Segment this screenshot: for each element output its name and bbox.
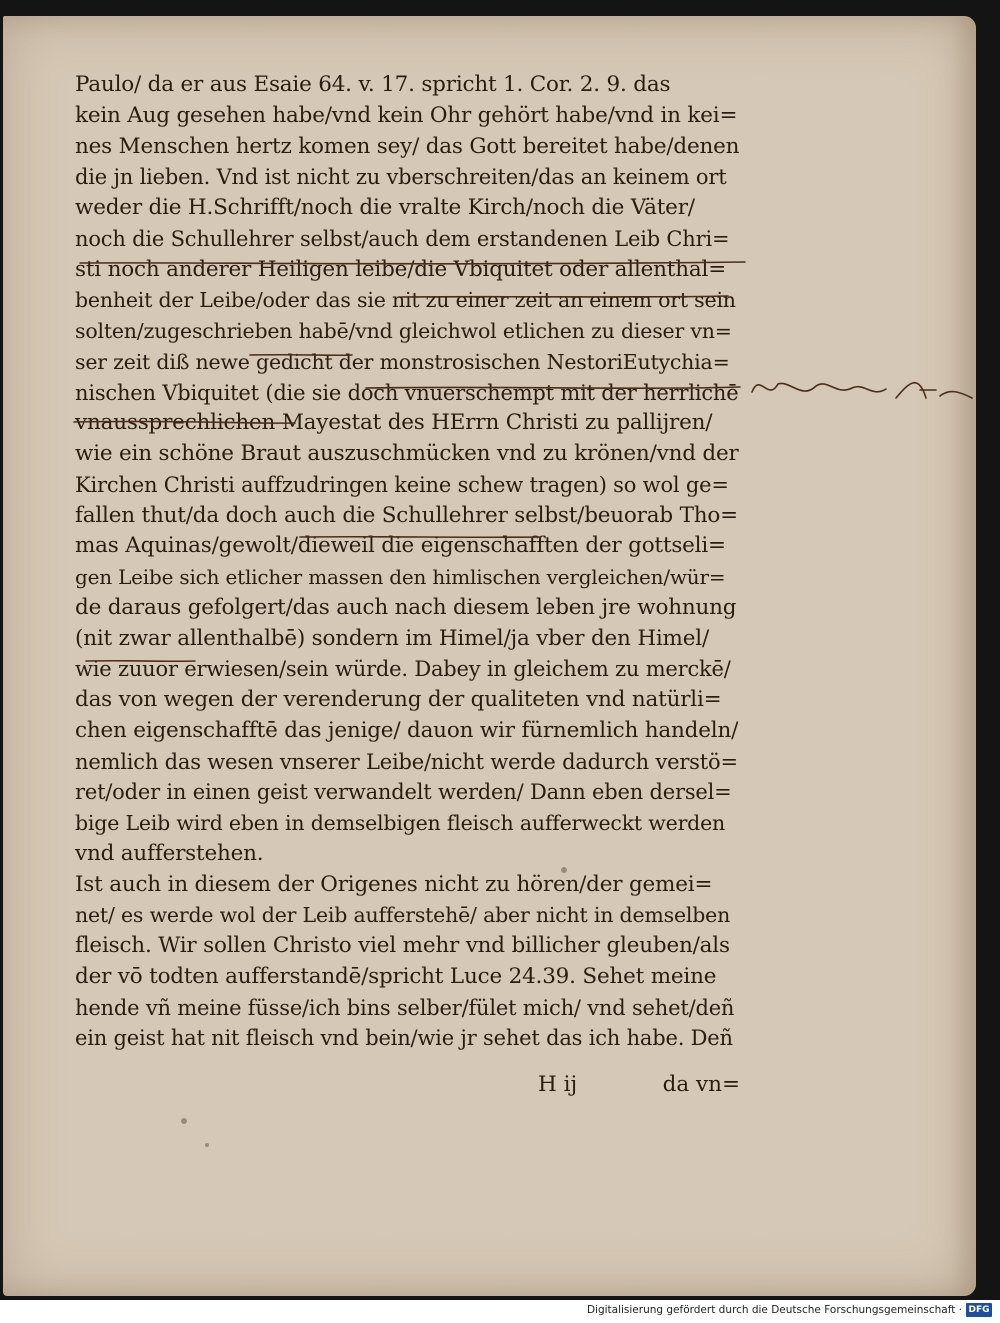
text-line: Paulo/ da er aus Esaie 64. v. 17. spricht 1. Cor. 2. 9. das (75, 72, 671, 97)
text-line: vnaussprechlichen Mayestat des HErrn Christi zu pallijren/ (75, 410, 713, 436)
paper-speck (205, 1143, 209, 1147)
text-line: weder die H.Schrifft/noch die vralte Kirch/noch die Väter/ (75, 195, 695, 220)
text-line: net/ es werde wol der Leib aufferstehē/ aber nicht in demselben (75, 903, 731, 928)
text-line: wie zuuor erwiesen/sein würde. Dabey in gleichem zu merckē/ (75, 657, 731, 682)
text-line: solten/zugeschrieben habē/vnd gleichwol etlichen zu dieser vn= (75, 319, 732, 343)
text-line: ein geist hat nit fleisch vnd bein/wie jr sehet das ich habe. Deñ (75, 1026, 733, 1051)
funding-credit: Digitalisierung gefördert durch die Deutsche Forschungsgemeinschaft · (586, 1304, 962, 1316)
text-line: wie ein schöne Braut auszuschmücken vnd zu krönen/vnd der (75, 441, 739, 466)
text-line: bige Leib wird eben in demselbigen fleisch aufferweckt werden (75, 811, 726, 835)
text-line: hende vñ meine füsse/ich bins selber/fület mich/ vnd sehet/deñ (75, 995, 735, 1020)
text-line: fleisch. Wir sollen Christo viel mehr vnd billicher gleuben/als (75, 933, 730, 958)
page-footer-line (75, 1070, 740, 1100)
text-line: kein Aug gesehen habe/vnd kein Ohr gehört habe/vnd in kei= (75, 102, 738, 128)
text-line: nes Menschen hertz komen sey/ das Gott bereitet habe/denen (75, 133, 740, 159)
text-line: fallen thut/da doch auch die Schullehrer selbst/beuorab Tho= (75, 502, 738, 528)
text-line: noch die Schullehrer selbst/auch dem erstandenen Leib Chri= (75, 226, 730, 251)
text-line: chen eigenschafftē das jenige/ dauon wir fürnemlich handeln/ (75, 717, 739, 743)
text-line: Kirchen Christi auffzudringen keine schew tragen) so wol ge= (75, 472, 729, 497)
text-line: Ist auch in diesem der Origenes nicht zu hören/der gemei= (75, 871, 713, 897)
dfg-logo: DFG (966, 1303, 992, 1317)
text-line: vnd aufferstehen. (75, 840, 264, 866)
text-line: nemlich das wesen vnserer Leibe/nicht werde dadurch verstö= (75, 749, 738, 774)
text-line: nischen Vbiquitet (die sie doch vnuerschempt mit der herrlichē (75, 380, 739, 405)
catchword: da vn= (662, 1072, 740, 1097)
text-line: ret/oder in einen geist verwandelt werden/ Dann eben dersel= (75, 780, 732, 805)
text-line: die jn lieben. Vnd ist nicht zu vberschreiten/das an keinem ort (75, 165, 727, 190)
text-line: benheit der Leibe/oder das sie nit zu einer zeit an einem ort sein (75, 288, 736, 313)
body-text (75, 70, 740, 1054)
text-line: das von wegen der verenderung der qualiteten vnd natürli= (75, 687, 722, 712)
paper-speck (181, 1118, 187, 1124)
text-line: sti noch anderer Heiligen leibe/die Vbiquitet oder allenthal= (75, 256, 727, 282)
text-line: mas Aquinas/gewolt/dieweil die eigenschafften der gottseli= (75, 533, 726, 559)
text-line: (nit zwar allenthalbē) sondern im Himel/ja vber den Himel/ (75, 625, 709, 651)
text-line: de daraus gefolgert/das auch nach diesem leben jre wohnung (75, 594, 737, 620)
text-line: ser zeit diß newe gedicht der monstrosischen NestoriEutychia= (75, 349, 730, 374)
signature-mark: H ij (538, 1072, 578, 1097)
text-line: der vō todten aufferstandē/spricht Luce 24.39. Sehet meine (75, 963, 717, 989)
footer-bar (0, 1300, 1000, 1323)
text-line: gen Leibe sich etlicher massen den himlischen vergleichen/wür= (75, 565, 726, 589)
